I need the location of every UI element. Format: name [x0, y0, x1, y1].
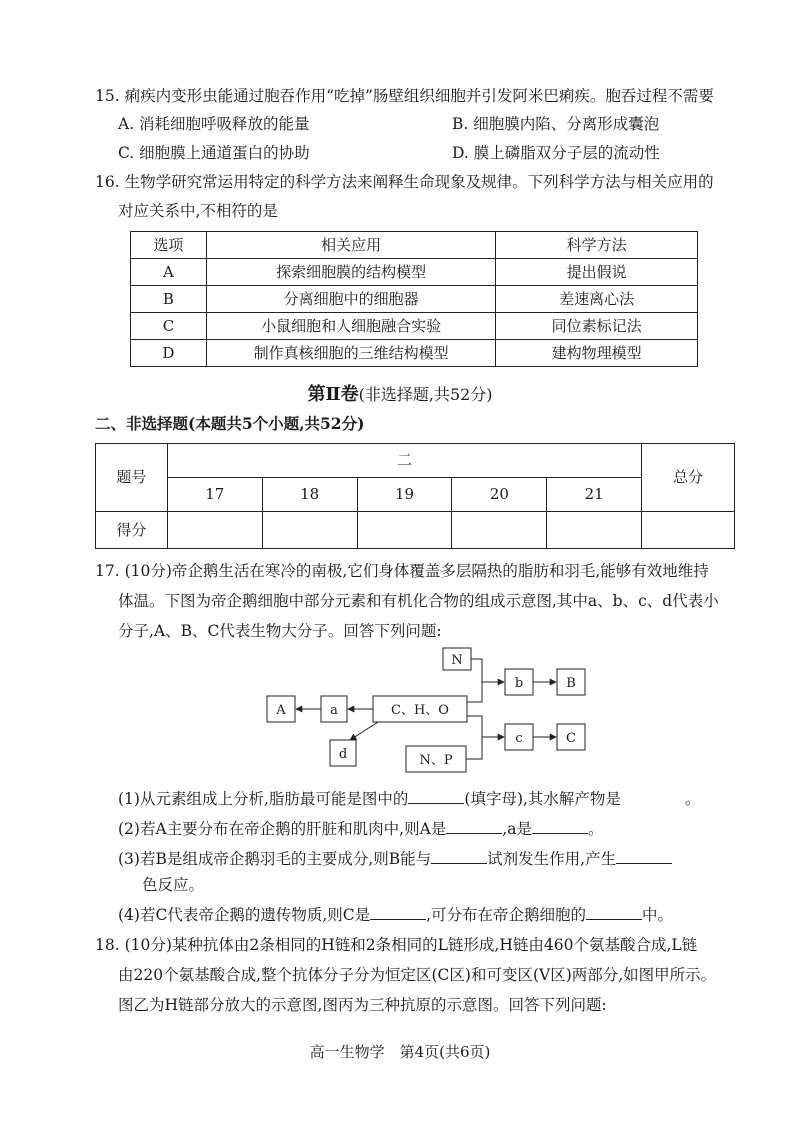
score-label-score: 得分: [96, 512, 168, 549]
score-cell[interactable]: [262, 512, 357, 549]
label-np: N、P: [419, 753, 453, 768]
q15-option-a: A. 消耗细胞呼吸释放的能量: [118, 115, 310, 133]
score-cell[interactable]: [167, 512, 262, 549]
score-cell[interactable]: [452, 512, 547, 549]
table-cell: B: [131, 286, 207, 313]
score-question-number: 20: [452, 478, 547, 512]
methods-table: [130, 231, 698, 367]
score-total-cell[interactable]: [642, 512, 735, 549]
score-label-qnum: 题号: [96, 444, 168, 512]
q17-sub3: (3)若B是组成帝企鹅羽毛的主要成分,则B能与 试剂发生作用,产生: [118, 849, 672, 870]
table-header-row: [131, 232, 698, 259]
table-cell: 提出假说: [496, 259, 698, 286]
score-question-number: 18: [262, 478, 357, 512]
table-cell: 小鼠细胞和人细胞融合实验: [206, 313, 495, 340]
answer-blank[interactable]: [408, 789, 464, 804]
q18-line3: 图乙为H链部分放大的示意图,图丙为三种抗原的示意图。回答下列问题:: [118, 996, 607, 1014]
score-cell[interactable]: [547, 512, 642, 549]
q15-stem: 15. 痢疾内变形虫能通过胞吞作用“吃掉”肠壁组织细胞并引发阿米巴痢疾。胞吞过程不需要: [95, 87, 714, 105]
label-d: d: [338, 747, 348, 762]
q17-line2: 体温。下图为帝企鹅细胞中部分元素和有机化合物的组成示意图,其中a、b、c、d代表小: [118, 592, 719, 610]
label-c-large: C: [566, 731, 576, 746]
answer-blank[interactable]: [532, 819, 588, 834]
table-row: [131, 313, 698, 340]
section-heading: 二、非选择题(本题共5个小题,共52分): [95, 414, 365, 433]
answer-blank[interactable]: [446, 819, 502, 834]
score-total-label: 总分: [642, 444, 735, 512]
table-row: [131, 286, 698, 313]
table-cell: 分离细胞中的细胞器: [206, 286, 495, 313]
q17-sub3-cont: 色反应。: [142, 876, 205, 894]
label-a-large: A: [276, 703, 286, 718]
table-cell: D: [131, 340, 207, 367]
q17-sub2: (2)若A主要分布在帝企鹅的肝脏和肌肉中,则A是 ,a是 。: [118, 820, 604, 838]
score-table: [95, 443, 735, 549]
q17-line1: 17. (10分)帝企鹅生活在寒冷的南极,它们身体覆盖多层隔热的脂肪和羽毛,能够有效地维持: [95, 562, 709, 580]
score-question-number: 21: [547, 478, 642, 512]
connector-cho-up: [467, 682, 482, 702]
section-title: [0, 383, 800, 407]
q15-option-c: C. 细胞膜上通道蛋白的协助: [118, 144, 310, 162]
connector-cho-down: [467, 716, 482, 737]
table-cell: 差速离心法: [496, 286, 698, 313]
table-cell: 探索细胞膜的结构模型: [206, 259, 495, 286]
q17-sub4: (4)若C代表帝企鹅的遗传物质,则C是 ,可分布在帝企鹅细胞的 中。: [118, 906, 674, 924]
q15-option-b: B. 细胞膜内陷、分离形成囊泡: [452, 115, 660, 133]
table-row: [131, 259, 698, 286]
answer-blank[interactable]: [616, 849, 672, 864]
table-header-cell: 科学方法: [496, 232, 698, 259]
score-question-number: 17: [167, 478, 262, 512]
table-header-cell: 相关应用: [206, 232, 495, 259]
label-b-small: b: [514, 676, 524, 691]
q16-stem-line1: 16. 生物学研究常运用特定的科学方法来阐释生命现象及规律。下列科学方法与相关应用的: [95, 173, 714, 191]
score-group-label: 二: [167, 444, 641, 478]
q18-line2: 由220个氨基酸合成,整个抗体分子分为恒定区(C区)和可变区(V区)两部分,如图甲所示。: [118, 966, 717, 984]
label-n: N: [451, 653, 463, 668]
page-footer: 高一生物学 第4页(共6页): [309, 1043, 491, 1061]
table-cell: A: [131, 259, 207, 286]
table-cell: 建构物理模型: [496, 340, 698, 367]
score-cell[interactable]: [357, 512, 452, 549]
table-cell: 同位素标记法: [496, 313, 698, 340]
score-question-number: 19: [357, 478, 452, 512]
connector-np: [466, 737, 482, 759]
table-header-cell: 选项: [131, 232, 207, 259]
section-title-rest: (非选择题,共52分): [358, 385, 493, 404]
q17-line3: 分子,A、B、C代表生物大分子。回答下列问题:: [118, 622, 442, 640]
label-cho: C、H、O: [391, 703, 449, 718]
answer-blank[interactable]: [586, 905, 642, 920]
connector-n: [471, 659, 482, 682]
label-b-large: B: [566, 676, 576, 691]
q16-stem-line2: 对应关系中,不相符的是: [118, 202, 278, 220]
table-cell: C: [131, 313, 207, 340]
arrow-cho-to-d: [350, 722, 378, 740]
section-title-bold: 第Ⅱ卷: [307, 384, 359, 405]
label-c-small: c: [515, 731, 523, 746]
table-row: [131, 340, 698, 367]
label-a-small: a: [330, 703, 338, 718]
answer-blank[interactable]: [431, 849, 487, 864]
q15-option-d: D. 膜上磷脂双分子层的流动性: [452, 144, 660, 162]
q18-line1: 18. (10分)某种抗体由2条相同的H链和2条相同的L链形成,H链由460个氨基酸合成,L链: [95, 936, 698, 954]
table-cell: 制作真核细胞的三维结构模型: [206, 340, 495, 367]
q17-sub1: (1)从元素组成上分析,脂肪最可能是图中的 (填字母),其水解产物是 。: [118, 790, 701, 808]
answer-blank[interactable]: [370, 905, 426, 920]
element-composition-diagram: [0, 640, 800, 780]
